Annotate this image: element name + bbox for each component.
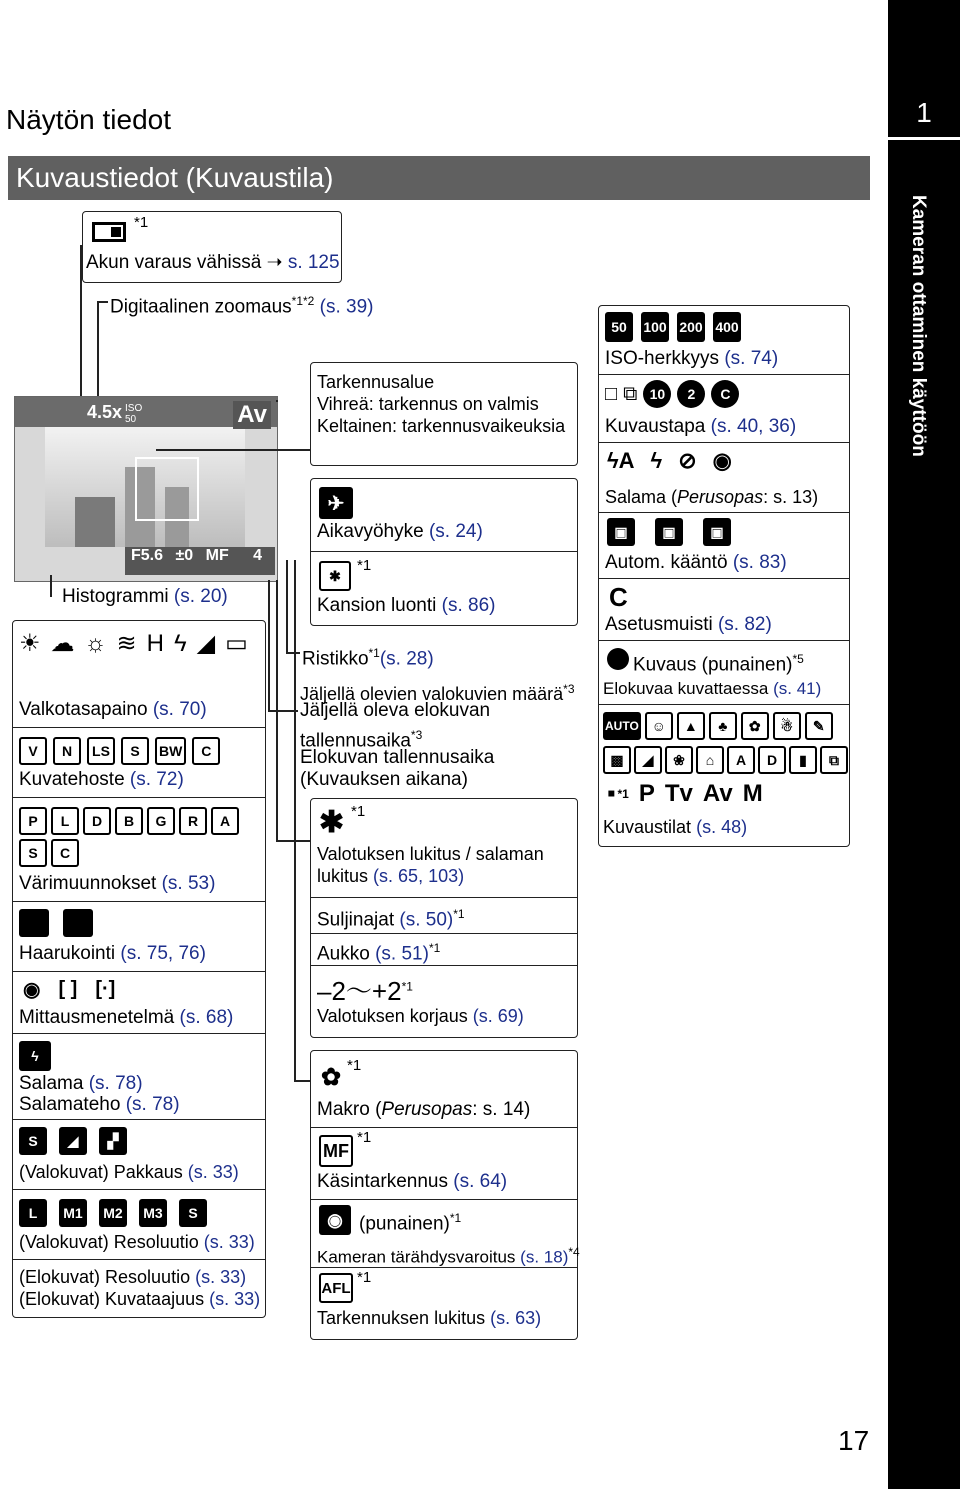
ael-text2 — [317, 865, 464, 887]
macro-text — [317, 1099, 530, 1121]
ev-ref[interactable]: (s. 69) — [472, 1006, 524, 1026]
flash-off-icon: ⊘ — [678, 448, 697, 473]
color-ref[interactable]: (s. 53) — [161, 873, 216, 894]
grid-leader-h — [286, 652, 300, 654]
divider — [311, 897, 577, 898]
wb-flash-icon: ϟ — [173, 629, 187, 657]
memory-ref[interactable]: (s. 82) — [717, 614, 772, 635]
ev-value — [317, 971, 413, 1008]
folder-label: Kansion luonti — [317, 595, 437, 616]
res-small-icon: S — [179, 1199, 207, 1227]
compress-text — [19, 1161, 239, 1183]
grid-leader — [286, 560, 288, 654]
histogram-label: Histogrammi — [62, 586, 169, 607]
modes-ref[interactable]: (s. 48) — [696, 817, 748, 837]
shutter-ref[interactable]: (s. 50) — [399, 909, 454, 931]
macro-label: Makro ( — [317, 1099, 382, 1120]
effect-label: Kuvatehoste — [19, 769, 125, 790]
battery-leader-v — [80, 245, 82, 400]
folder-text — [317, 595, 496, 617]
exposure-leader — [276, 580, 278, 840]
divider — [13, 901, 265, 902]
mode-snow-icon: ☃ — [773, 712, 801, 740]
rec-label-red: Kuvaus (punainen) — [633, 654, 793, 676]
color-text — [19, 873, 215, 895]
movie-res-ref[interactable]: (s. 33) — [195, 1267, 247, 1287]
effect-neutral-icon: N — [53, 737, 81, 765]
mode-p-icon: P — [638, 780, 655, 807]
histogram-leader — [50, 575, 52, 597]
tz-folder-box — [310, 478, 578, 626]
memory-icon: C — [609, 582, 628, 612]
mf-label: Käsintarkennus — [317, 1171, 448, 1192]
ael-icon: ✱ — [319, 806, 345, 839]
folder-ref[interactable]: (s. 86) — [441, 595, 496, 616]
meter-label: Mittausmenetelmä — [19, 1007, 175, 1028]
grid-text — [302, 642, 434, 670]
af-title: Tarkennusalue — [317, 372, 435, 392]
remain5: (Kuvauksen aikana) — [300, 769, 468, 790]
mode-foliage-icon: ✿ — [741, 712, 769, 740]
flash-auto-icon: ϟA — [607, 448, 635, 473]
modes-row2 — [603, 746, 848, 774]
color-b-icon: B — [115, 807, 143, 835]
divider — [13, 1119, 265, 1120]
divider — [13, 1189, 265, 1190]
divider — [13, 1259, 265, 1260]
shake-red: (punainen) — [359, 1213, 450, 1235]
histogram-text — [62, 586, 228, 608]
digital-zoom-label: Digitaalinen zoomaus — [110, 296, 292, 318]
movie-rate-text — [19, 1288, 260, 1310]
lcd-iso: ISO 50 — [125, 403, 143, 425]
wb-tungsten-icon: ☼ — [84, 629, 107, 657]
aperture-ref[interactable]: (s. 51) — [375, 943, 429, 965]
divider — [13, 1033, 265, 1034]
shake-text — [359, 1207, 461, 1235]
effect-vivid-icon: V — [19, 737, 47, 765]
shake-label-row — [317, 1241, 580, 1269]
divider — [311, 1267, 577, 1268]
compress-fine-icon: ◢ — [59, 1127, 87, 1155]
lcd-exposure: ±0 — [175, 547, 194, 564]
wb-ref[interactable]: (s. 70) — [152, 699, 207, 720]
mf-icon: MF — [319, 1135, 353, 1167]
exposure-leader-h — [276, 840, 310, 842]
mode-underwater-icon: ◢ — [634, 746, 662, 774]
wb-fluorescent-icon: ≋ — [116, 630, 137, 657]
macro-note: *1 — [347, 1057, 362, 1074]
iso-icons — [605, 312, 741, 342]
iso-100-icon: 100 — [641, 312, 669, 342]
mode-digital-macro-icon: D — [758, 746, 786, 774]
divider — [599, 640, 849, 641]
drive-timer10-icon: 10 — [643, 380, 671, 408]
shutter-note: *1 — [453, 907, 465, 921]
color-p-icon: P — [19, 807, 47, 835]
af-box — [310, 362, 578, 466]
flash-mode-text — [605, 486, 818, 508]
res-label: (Valokuvat) Resoluutio — [19, 1232, 199, 1252]
remain-leader — [268, 580, 270, 710]
remain3-note: *3 — [410, 728, 423, 742]
mode-color-accent-icon: A — [727, 746, 755, 774]
histogram-ref[interactable]: (s. 20) — [173, 586, 228, 607]
compress-normal-icon: ▞ — [99, 1127, 127, 1155]
remain2: Jäljellä oleva elokuvan — [300, 700, 491, 721]
modes-label: Kuvaustilat — [603, 817, 692, 837]
mode-landscape-icon: ▲ — [677, 712, 705, 740]
shake-label: Kameran tärähdysvaroitus — [317, 1247, 516, 1267]
effect-lowsharp-icon: LS — [87, 737, 115, 765]
afl-icon: AFL — [319, 1273, 353, 1303]
ev-range: –2～+2 — [317, 976, 402, 1006]
divider — [599, 512, 849, 513]
modes-row3-note: *1 — [617, 787, 629, 801]
af-leader — [156, 449, 310, 451]
rotate-right-icon: ▣ — [703, 518, 731, 546]
divider — [311, 933, 577, 934]
drive-continuous-icon: ⧉ — [623, 382, 638, 405]
shake-note2: *4 — [568, 1245, 580, 1259]
wb-underwater-icon: ◢ — [196, 630, 216, 657]
wb-icons — [19, 629, 259, 658]
mf-text — [317, 1171, 507, 1193]
rec-text — [633, 648, 804, 676]
right-info-box — [598, 305, 850, 847]
meter-icons — [23, 977, 115, 1002]
compress-ref[interactable]: (s. 33) — [187, 1162, 239, 1182]
shake-note: *1 — [449, 1211, 462, 1225]
focus-leader-h — [294, 1080, 310, 1082]
mode-beach-icon: ✎ — [805, 712, 833, 740]
page-heading: Näytön tiedot — [6, 104, 171, 135]
movie-rate-label: (Elokuvat) Kuvataajuus — [19, 1289, 205, 1309]
rotate-label: Autom. kääntö — [605, 552, 728, 573]
modes-row1 — [603, 712, 833, 740]
flash-ref[interactable]: (s. 78) — [88, 1073, 143, 1094]
color-r-icon: R — [179, 807, 207, 835]
side-tab-number: 1 — [888, 0, 960, 140]
mode-auto-icon: AUTO — [603, 712, 641, 740]
af-green: Vihreä: tarkennus on valmis — [317, 394, 539, 414]
drive-label: Kuvaustapa — [605, 416, 706, 437]
battery-note: *1 — [134, 214, 149, 231]
aperture-text — [317, 937, 440, 965]
section-bar-title: Kuvaustiedot (Kuvaustila) — [16, 162, 334, 193]
modes-text — [603, 816, 747, 838]
color-a-icon: A — [211, 807, 239, 835]
wb-custom-icon: ▭ — [225, 630, 248, 657]
left-info-box — [12, 620, 266, 1318]
rec-note: *5 — [792, 652, 804, 666]
ev-text — [317, 1005, 524, 1027]
meter-centerweighted-icon: [ ] — [58, 978, 78, 1000]
iso-200-icon: 200 — [677, 312, 705, 342]
res-m2-icon: M2 — [99, 1199, 127, 1227]
afl-ref[interactable]: (s. 63) — [490, 1308, 542, 1328]
res-large-icon: L — [19, 1199, 47, 1227]
battery-icon — [92, 222, 126, 242]
flash-adjust-icon: ϟ — [19, 1041, 51, 1071]
mode-movie-icon: ▪ — [607, 780, 616, 807]
res-m1-icon: M1 — [59, 1199, 87, 1227]
flash-mode-icons — [607, 448, 732, 474]
divider — [599, 374, 849, 375]
divider — [13, 727, 265, 728]
bracket-label: Haarukointi — [19, 943, 116, 964]
mode-av-icon: Av — [702, 780, 733, 807]
iso-ref[interactable]: (s. 74) — [724, 348, 779, 369]
wb-fluorescent-h-icon: H — [146, 629, 164, 657]
remain1-label: Jäljellä olevien valokuvien määrä — [300, 684, 564, 704]
mode-stitch-icon: ⧉ — [820, 746, 848, 774]
grid-label: Ristikko — [302, 648, 369, 670]
lcd-screen-illustration — [14, 396, 278, 582]
divider — [599, 578, 849, 579]
battery-arrow: ➝ — [266, 252, 283, 273]
macro-icon: ✿ — [321, 1064, 342, 1091]
flash-icons — [19, 1041, 51, 1071]
lcd-building — [75, 497, 115, 547]
rec-sub-text — [603, 678, 821, 700]
res-text — [19, 1231, 255, 1253]
wb-cloudy-icon: ☁ — [50, 630, 75, 657]
flash-mode-italic: Perusopas — [677, 487, 764, 507]
divider — [599, 442, 849, 443]
tz-ref[interactable]: (s. 24) — [428, 521, 483, 542]
rec-ref[interactable]: (s. 41) — [773, 679, 822, 698]
divider — [311, 965, 577, 966]
lcd-zoom: 4.5x — [87, 402, 123, 422]
res-ref[interactable]: (s. 33) — [203, 1232, 255, 1252]
memory-label: Asetusmuisti — [605, 614, 713, 635]
af-yellow: Keltainen: tarkennusvaikeuksia — [317, 416, 566, 436]
afl-note: *1 — [357, 1269, 372, 1286]
tz-label: Aikavyöhyke — [317, 521, 424, 542]
zoom-leader-v — [97, 301, 99, 401]
redeye-icon: ◉ — [712, 448, 732, 473]
digital-zoom-text — [110, 290, 374, 318]
meter-text — [19, 1007, 233, 1029]
bracket-focus-icon — [63, 909, 93, 937]
flashpower-label: Salamateho — [19, 1094, 121, 1115]
mf-ref[interactable]: (s. 64) — [453, 1171, 508, 1192]
effect-bw-icon: BW — [155, 737, 186, 765]
mode-indoor-icon: ⌂ — [696, 746, 724, 774]
digital-zoom-ref[interactable]: (s. 39) — [319, 296, 374, 318]
flash-mode-tail: : s. 13) — [763, 487, 819, 507]
macro-italic: Perusopas — [381, 1099, 473, 1120]
grid-note: *1 — [368, 646, 380, 660]
rec-dot-icon — [607, 648, 629, 670]
battery-ref[interactable]: s. 125 — [287, 252, 340, 273]
bracket-ref[interactable]: (s. 75, 76) — [120, 943, 206, 964]
compress-icons — [19, 1127, 127, 1155]
iso-50-icon: 50 — [605, 312, 633, 342]
iso-text — [605, 348, 778, 370]
color-c-icon: C — [51, 839, 79, 867]
color-d-icon: D — [83, 807, 111, 835]
drive-ref[interactable]: (s. 40, 36) — [710, 416, 797, 437]
drive-single-icon: □ — [605, 382, 618, 405]
afl-text — [317, 1307, 541, 1329]
focus-box — [310, 1050, 578, 1340]
rotate-text — [605, 552, 787, 574]
memory-text — [605, 614, 772, 636]
color-l-icon: L — [51, 807, 79, 835]
drive-icons — [605, 380, 739, 408]
color-s-icon: S — [19, 839, 47, 867]
color-icons — [19, 807, 259, 867]
folder-note: *1 — [357, 557, 372, 574]
effect-ref[interactable]: (s. 72) — [129, 769, 184, 790]
flash-on-icon: ϟ — [650, 448, 663, 473]
meter-evaluative-icon: ◉ — [23, 979, 41, 1001]
bracket-ae-icon — [19, 909, 49, 937]
digital-zoom-note: *1*2 — [291, 294, 315, 308]
modes-row3 — [607, 780, 763, 808]
right-leader — [276, 400, 278, 402]
divider — [311, 1127, 577, 1128]
meter-ref[interactable]: (s. 68) — [179, 1007, 234, 1028]
rotate-left-icon: ▣ — [655, 518, 683, 546]
compress-label: (Valokuvat) Pakkaus — [19, 1162, 183, 1182]
effect-custom-icon: C — [192, 737, 220, 765]
iso-label: ISO-herkkyys — [605, 348, 720, 369]
remain3-label: tallennusaika — [300, 730, 411, 752]
shutter-label: Suljinajat — [317, 909, 395, 931]
rotate-normal-icon: ▣ — [607, 518, 635, 546]
drive-timer2-icon: 2 — [677, 380, 705, 408]
effect-icons — [19, 737, 220, 765]
timezone-icon: ✈ — [319, 487, 353, 519]
effect-text — [19, 769, 184, 791]
drive-text — [605, 416, 796, 438]
ael-ref[interactable]: (s. 65, 103) — [373, 866, 465, 886]
color-label: Värimuunnokset — [19, 873, 157, 894]
drive-custom-timer-icon: C — [711, 380, 739, 408]
rotate-ref[interactable]: (s. 83) — [732, 552, 787, 573]
remain4: Elokuvan tallennusaika — [300, 747, 495, 768]
battery-label: Akun varaus vähissä — [86, 252, 262, 273]
flashpower-text — [19, 1094, 180, 1116]
folder-icon: ✱ — [319, 561, 351, 591]
divider — [311, 1199, 577, 1200]
res-m3-icon: M3 — [139, 1199, 167, 1227]
effect-sepia-icon: S — [121, 737, 149, 765]
lcd-mode: Av — [233, 401, 271, 429]
ev-note: *1 — [401, 979, 413, 994]
rec-sub-label: Elokuvaa kuvattaessa — [603, 679, 769, 698]
lcd-mf: MF — [205, 547, 229, 564]
afl-label: Tarkennuksen lukitus — [317, 1308, 486, 1328]
macro-tail: : s. 14) — [472, 1099, 531, 1120]
res-icons — [19, 1199, 207, 1227]
remain1-note: *3 — [563, 682, 575, 696]
lcd-bottom-bar — [125, 547, 275, 575]
ael-text1: Valotuksen lukitus / salaman — [317, 844, 544, 864]
wb-text — [19, 699, 207, 721]
exposure-box — [310, 798, 578, 1038]
compress-superfine-icon: S — [19, 1127, 47, 1155]
bracket-text — [19, 943, 206, 965]
lcd-aperture: F5.6 — [131, 547, 164, 564]
aperture-note: *1 — [428, 941, 441, 955]
tz-text — [317, 521, 483, 543]
mode-fireworks-icon: ▩ — [603, 746, 631, 774]
divider — [599, 704, 849, 705]
aperture-label: Aukko — [317, 943, 370, 965]
mode-kids-icon: ♣ — [709, 712, 737, 740]
color-g-icon: G — [147, 807, 175, 835]
wb-daylight-icon: ☀ — [19, 630, 41, 657]
divider — [13, 797, 265, 798]
divider — [311, 551, 577, 552]
grid-ref[interactable]: (s. 28) — [379, 648, 434, 670]
flash-mode-label: Salama ( — [605, 487, 678, 507]
page-number: 17 — [838, 1425, 870, 1456]
flash-label: Salama — [19, 1073, 84, 1094]
divider — [13, 971, 265, 972]
ael-label2: lukitus — [317, 866, 369, 886]
mode-aquarium-icon: ❀ — [665, 746, 693, 774]
ev-label: Valotuksen korjaus — [317, 1006, 468, 1026]
shake-icon: ◉ — [319, 1205, 351, 1235]
mode-m-icon: M — [742, 780, 763, 807]
meter-spot-icon: [·] — [95, 978, 116, 1000]
mode-tv-icon: Tv — [664, 780, 693, 807]
mode-portrait-icon: ☺ — [645, 712, 673, 740]
bracket-icons — [19, 909, 93, 937]
focus-leader — [294, 560, 296, 1080]
ael-note: *1 — [351, 803, 366, 820]
shake-ref[interactable]: (s. 18) — [520, 1247, 569, 1267]
rotate-icons — [607, 518, 731, 546]
wb-label: Valkotasapaino — [19, 699, 148, 720]
mf-note: *1 — [357, 1129, 372, 1146]
flash-text — [19, 1073, 143, 1095]
movie-res-label: (Elokuvat) Resoluutio — [19, 1267, 191, 1287]
mode-color-swap-icon: ▮ — [789, 746, 817, 774]
lcd-remaining: 4 — [253, 547, 263, 564]
side-tab-text: Kameran ottaminen käyttöön — [908, 195, 929, 457]
flashpower-ref[interactable]: (s. 78) — [125, 1094, 180, 1115]
iso-400-icon: 400 — [713, 312, 741, 342]
battery-text — [86, 252, 340, 274]
movie-rate-ref[interactable]: (s. 33) — [209, 1289, 261, 1309]
shutter-text — [317, 903, 465, 931]
movie-res-text — [19, 1266, 246, 1288]
lcd-frame — [135, 457, 199, 521]
